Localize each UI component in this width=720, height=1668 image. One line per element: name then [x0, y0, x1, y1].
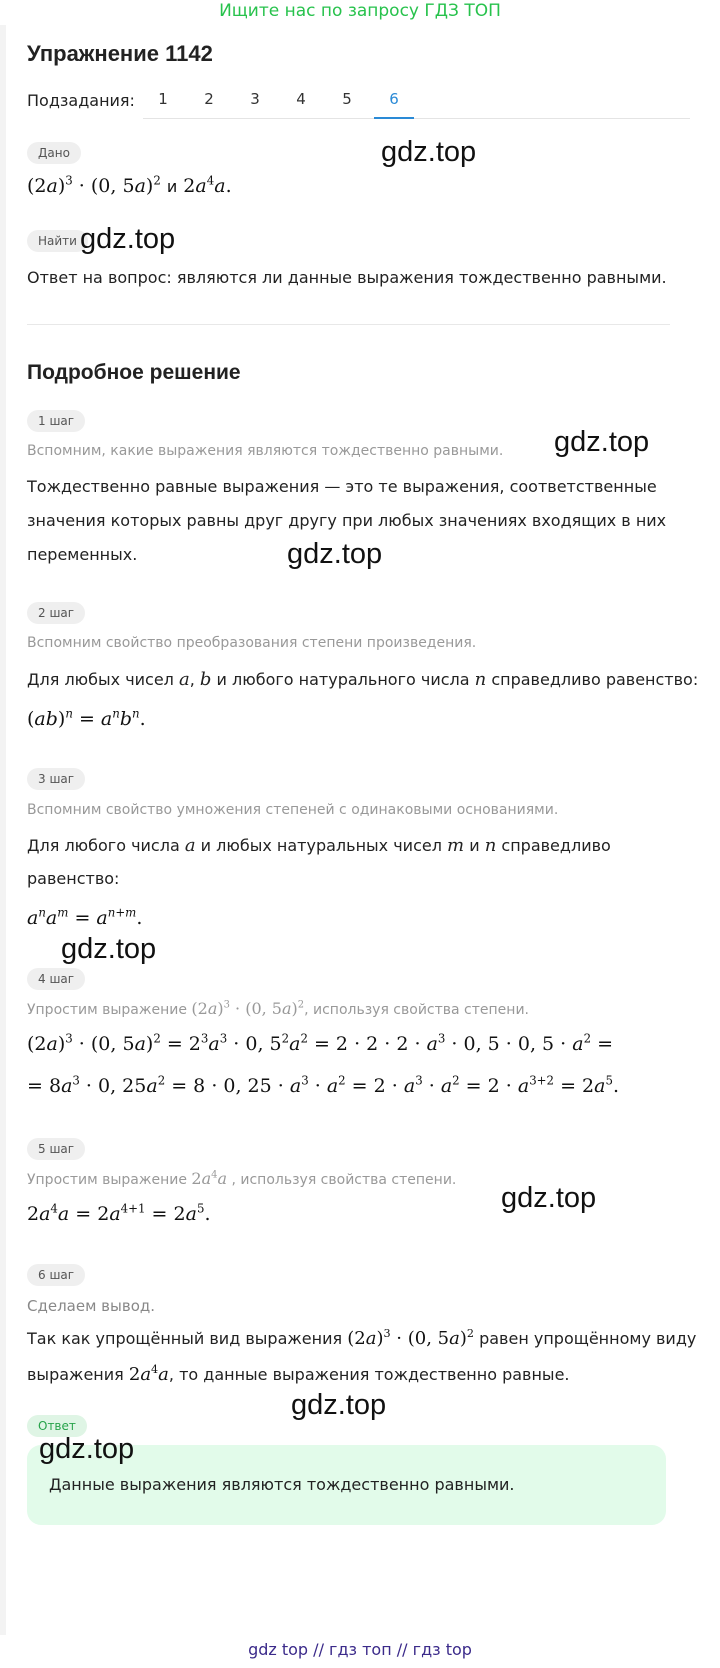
- footer-separator: //: [313, 1640, 324, 1659]
- step-text-line: Тождественно равные выражения — это те выражения, соответственные: [27, 477, 657, 496]
- exercise-title: Упражнение 1142: [27, 41, 213, 66]
- step-text-line: Для любых чисел a, b и любого натурального числа n справедливо равенство:: [27, 669, 699, 690]
- tab-subtask-3[interactable]: 3: [250, 90, 260, 108]
- active-tab-indicator: [374, 117, 414, 119]
- watermark: gdz.top: [80, 223, 176, 255]
- calculation-line: = $8a^3 \cdot 0$, $25a^2 = 8 \cdot 0$, $25 \cdot a^3 \cdot a^2 = 2 \cdot a^3 \cdot a^2 = 2 \cdot a^{3+2} = 2a^5$.: [27, 1073, 619, 1097]
- watermark: gdz.top: [554, 426, 650, 458]
- tab-subtask-4[interactable]: 4: [296, 90, 306, 108]
- step-hint: Упростим выражение $(2a)^3 \cdot (0$, 5a)$^2$, используя свойства степени.: [27, 999, 529, 1018]
- step-hint: Упростим выражение $2a^4a$ , используя свойства степени.: [27, 1169, 457, 1188]
- step-hint: Вспомним свойство умножения степеней с одинаковыми основаниями.: [27, 802, 559, 818]
- formula-power-multiplication: $a^na^m = a^{n+m}$.: [27, 905, 143, 929]
- step-text-line: переменных.: [27, 545, 138, 564]
- step-badge: 1 шаг: [27, 410, 85, 432]
- step-hint: Сделаем вывод.: [27, 1297, 156, 1315]
- section-divider: [27, 324, 670, 325]
- watermark: gdz.top: [291, 1389, 387, 1421]
- solution-title: Подробное решение: [27, 361, 241, 384]
- tab-subtask-5[interactable]: 5: [342, 90, 352, 108]
- watermark: gdz.top: [381, 136, 477, 168]
- watermark: gdz.top: [61, 933, 157, 965]
- footer-links: [0, 1640, 720, 1659]
- step-badge: 4 шаг: [27, 968, 85, 990]
- watermark: gdz.top: [501, 1182, 597, 1214]
- step-text-line: значения которых равны друг другу при любых значениях входящих в них: [27, 511, 667, 530]
- footer-link[interactable]: гдз top: [412, 1640, 472, 1659]
- step-hint: Вспомним, какие выражения являются тождественно равными.: [27, 443, 504, 459]
- given-expression: $(2a)^3 \cdot (0$, 5a)$^2$ и $2a^4a$.: [27, 173, 232, 197]
- answer-badge: Ответ: [27, 1415, 87, 1437]
- footer-separator: //: [396, 1640, 408, 1659]
- tab-subtask-2[interactable]: 2: [204, 90, 214, 108]
- step-text-line: Для любого числа a и любых натуральных чисел m и n справедливо: [27, 835, 611, 856]
- watermark: gdz.top: [39, 1433, 135, 1465]
- footer-link[interactable]: гдз топ: [329, 1640, 392, 1659]
- formula-power-of-product: $(ab)^n = a^nb^n$.: [27, 706, 146, 730]
- calculation-line: $(2a)^3 \cdot (0$, $5a)^2 = 2^3a^3 \cdot 0$, $5^2a^2 = 2 \cdot 2 \cdot 2 \cdot a^3 \cdot 0$, 5 · 0, $5 \cdot a^2$ =: [27, 1031, 614, 1055]
- question-text: Ответ на вопрос: являются ли данные выражения тождественно равными.: [27, 268, 667, 287]
- step-hint: Вспомним свойство преобразования степени произведения.: [27, 635, 477, 651]
- watermark: gdz.top: [287, 538, 383, 570]
- step-text-line: Так как упрощённый вид выражения $(2a)^3 \cdot (0$, 5a)$^2$ равен упрощённому виду: [27, 1326, 697, 1349]
- step-text-line: равенство:: [27, 869, 120, 888]
- find-badge: Найти: [27, 230, 88, 252]
- footer-link[interactable]: gdz top: [248, 1640, 309, 1659]
- tab-subtask-1[interactable]: 1: [158, 90, 168, 108]
- step-badge: 2 шаг: [27, 602, 85, 624]
- answer-text: Данные выражения являются тождественно равными.: [49, 1475, 515, 1494]
- search-banner[interactable]: Ищите нас по запросу ГДЗ ТОП: [219, 1, 501, 21]
- step-text-line: выражения $2a^4a$, то данные выражения тождественно равные.: [27, 1362, 570, 1385]
- subtasks-label: Подзадания:: [27, 91, 135, 110]
- step-badge: 6 шаг: [27, 1264, 85, 1286]
- given-badge: Дано: [27, 142, 81, 164]
- tabs-divider: [143, 118, 690, 119]
- step-badge: 5 шаг: [27, 1138, 85, 1160]
- tab-subtask-6[interactable]: 6: [389, 90, 399, 108]
- calculation-line: $2a^4a = 2a^{4+1} = 2a^5$.: [27, 1201, 211, 1225]
- step-badge: 3 шаг: [27, 768, 85, 790]
